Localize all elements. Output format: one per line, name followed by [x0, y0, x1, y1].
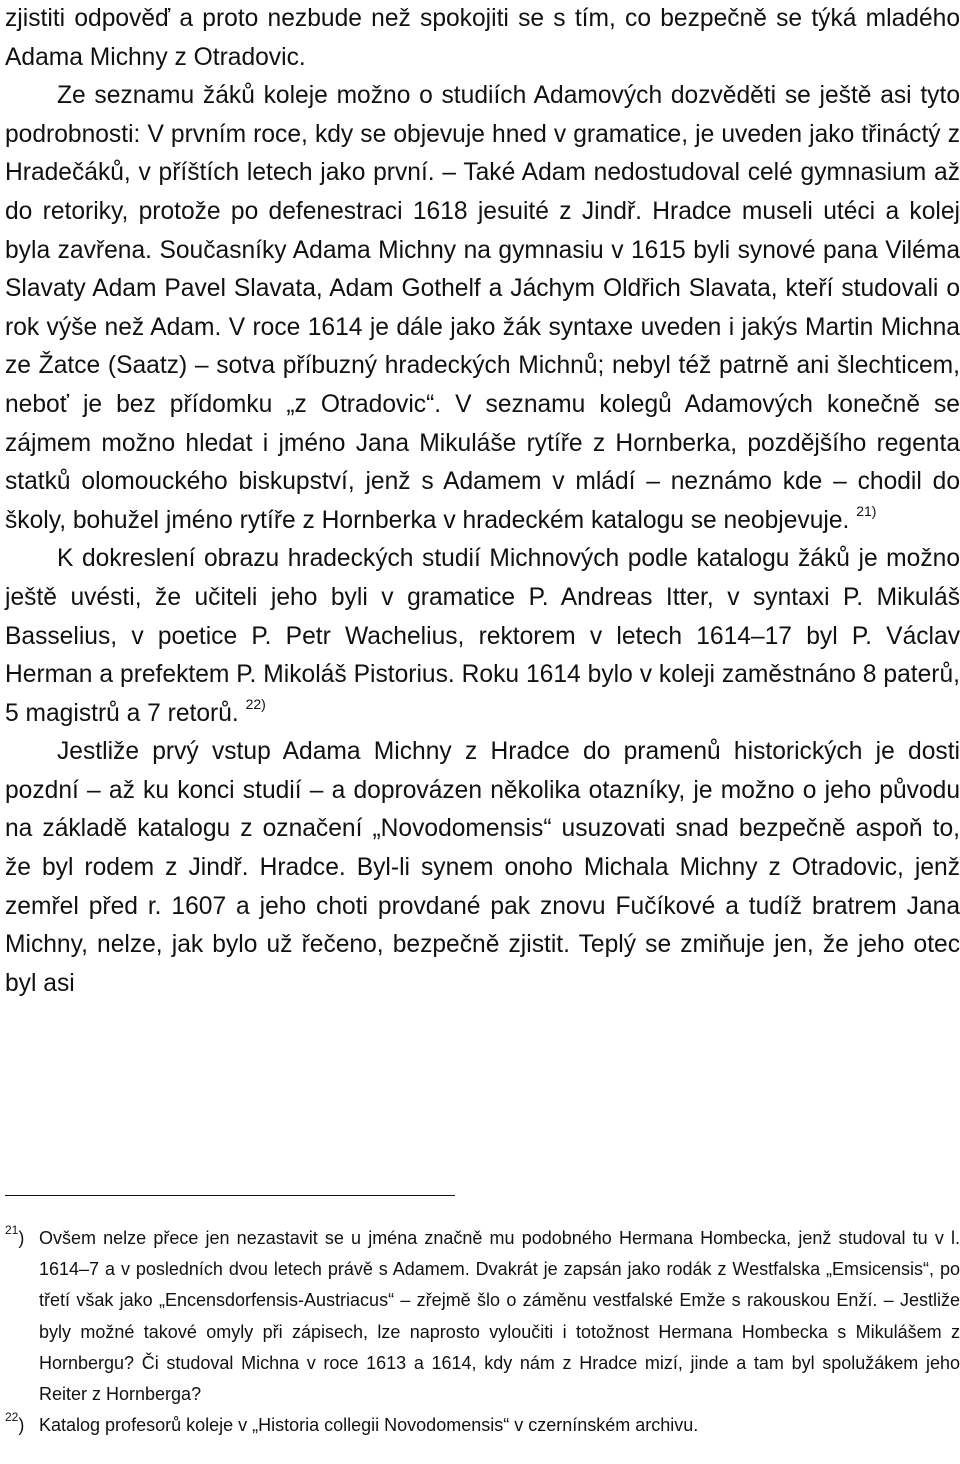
paragraph: K dokreslení obrazu hradeckých studií Michnových podle katalogu žáků je možno ještě uvésti, že učiteli jeho byli v gramatice P. Andreas Itter, v syntaxi P. Mikuláš Basselius, v poetice P. Petr Wachelius, rektorem v letech 1614–17 byl P. Václav Herman a prefektem P. Mikoláš Pistorius. Roku 1614 bylo v koleji zaměstnáno 8 paterů, 5 magistrů a 7 retorů. $^{22)}$: [5, 545, 960, 727]
paragraph: Jestliže prvý vstup Adama Michny z Hradce do pramenů historických je dosti pozdní – až ku konci studií – a doprovázen několika otazníky, je možno o jeho původu na základě katalogu z označení „Novodomensis“ usuzovati snad bezpečně aspoň to, že byl rodem z Jindř. Hradce. Byl-li synem onoho Michala Michny z Otradovic, jenž zemřel před r. 1607 a jeho choti provdané pak znovu Fučíkové a tudíž bratrem Jana Michny, nelze, jak bylo už řečeno, bezpečně zjistit. Teplý se zmiňuje jen, že jeho otec byl asi: [5, 738, 960, 997]
paragraph: Ze seznamu žáků koleje možno o studiích Adamových dozvěděti se ještě asi tyto podrobnosti: V prvním roce, kdy se objevuje hned v gramatice, je uveden jako třináctý z Hradečáků, v příštích letech jako první. – Také Adam nedostudoval celé gymnasium až do retoriky, protože po defenestraci 1618 jesuité z Jindř. Hradce museli utéci a kolej byla zavřena. Současníky Adama Michny na gymnasiu v 1615 byli synové pana Viléma Slavaty Adam Pavel Slavata, Adam Gothelf a Jáchym Oldřich Slavata, kteří studovali o rok výše než Adam. V roce 1614 je dále jako žák syntaxe uveden i jakýs Martin Michna ze Žatce (Saatz) – sotva příbuzný hradeckých Michnů; nebyl též patrně ani šlechticem, neboť je bez přídomku „z Otradovic“. V seznamu kolegů Adamových konečně se zájmem možno hledat i jméno Jana Mikuláše rytíře z Hornberka, pozdějšího regenta statků olomouckého biskupství, jenž s Adamem v mládí – neznámo kde – chodil do školy, bohužel jméno rytíře z Hornberka v hradeckém katalogu se neobjevuje. $^{21)}$: [5, 82, 960, 534]
footnote-ref-22[interactable]: 22): [245, 695, 266, 712]
footnotes: [5, 1223, 960, 1441]
main-text: [5, 0, 960, 1003]
footnote-ref-21[interactable]: 21): [856, 502, 877, 519]
footnote-marker: $^{21}$): [5, 1223, 25, 1248]
paragraph-continuation: zjistiti odpověď a proto nezbude než spokojiti se s tím, co bezpečně se týká mladého Adama Michny z Otradovic.: [5, 5, 960, 71]
footnote-marker: $^{22}$): [5, 1410, 25, 1436]
footnote-22: [5, 1410, 960, 1441]
footnote-text: Ovšem nelze přece jen nezastavit se u jména značně mu podobného Hermana Hombecka, jenž studoval tu v l. 1614–7 a v posledních dvou letech právě s Adamem. Dvakrát je zapsán jako rodák z Westfalska „Emsicensis“, po třetí však jako „Encensdorfensis-Austriacus“ – zřejmě šlo o záměnu vestfalské Emže s rakouskou Enží. – Jestliže byly možné takové omyly při zápisech, lze naprosto vyloučiti i totožnost Hermana Hombecka s Mikulášem z Hornbergu? Či studoval Michna v roce 1613 a 1614, kdy nám z Hradce mizí, jinde a tam byl spolužákem jeho Reiter z Hornberga?: [39, 1228, 960, 1405]
footnote-separator: [5, 1195, 455, 1196]
footnote-21: [5, 1223, 960, 1410]
footnote-text: Katalog profesorů koleje v „Historia collegii Novodomensis“ v czernínském archivu.: [39, 1415, 699, 1436]
